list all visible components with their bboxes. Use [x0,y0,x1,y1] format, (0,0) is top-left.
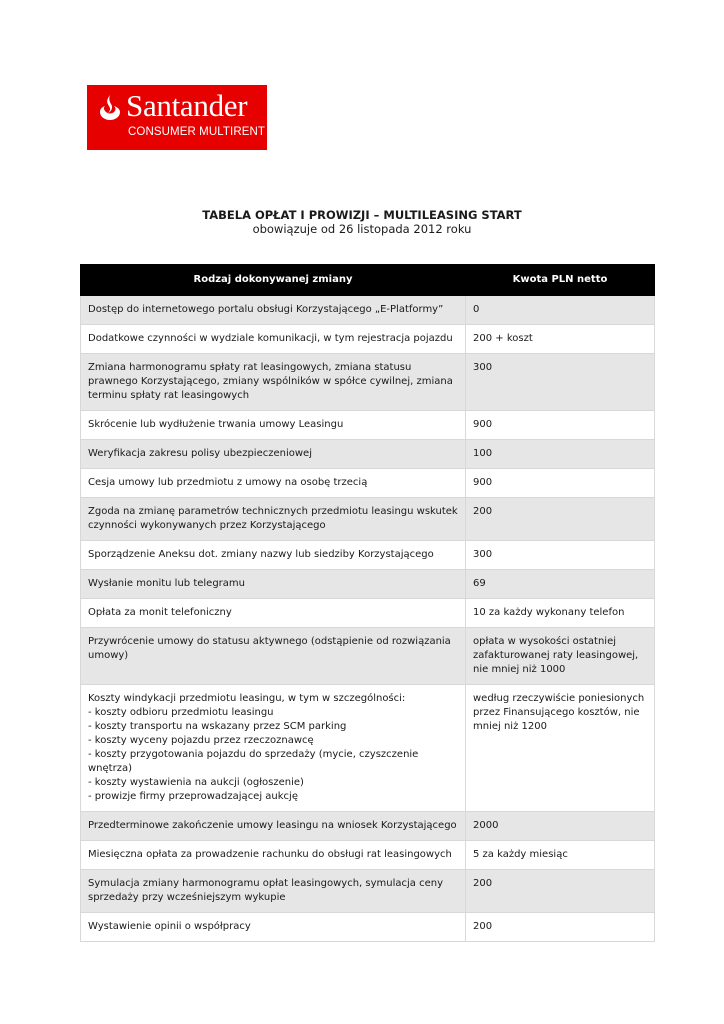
cell-amount: 300 [466,541,655,570]
table-row [81,628,655,685]
cell-amount: 200 [466,913,655,942]
column-header-amount: Kwota PLN netto [466,265,655,296]
cell-amount: 2000 [466,812,655,841]
cell-amount: według rzeczywiście poniesionych przez Finansującego kosztów, nie mniej niż 1200 [466,685,655,812]
table-row [81,498,655,541]
cell-amount: 0 [466,296,655,325]
table-row [81,296,655,325]
cell-amount: 200 [466,498,655,541]
cell-change: Koszty windykacji przedmiotu leasingu, w tym w szczególności: - koszty odbioru przedmiotu leasingu - koszty transportu na wskazany przez SCM parking - koszty wyceny pojazdu przez rzeczoznawcę - koszty przygotowania pojazdu do sprzedaży (mycie, czyszczenie wnętrza) - koszty wystawienia na aukcji (ogłoszenie) - prowizje firmy przeprowadzającej aukcję [81,685,466,812]
santander-logo [87,85,267,150]
document-title: TABELA OPŁAT I PROWIZJI – MULTILEASING START [202,208,522,222]
cell-amount: 200 + koszt [466,325,655,354]
table-row [81,469,655,498]
cell-change: Przedterminowe zakończenie umowy leasingu na wniosek Korzystającego [81,812,466,841]
cell-amount: 900 [466,411,655,440]
cell-change: Wysłanie monitu lub telegramu [81,570,466,599]
table-row [81,841,655,870]
cell-amount: 200 [466,870,655,913]
table-row [81,411,655,440]
fees-table [80,264,655,942]
cell-amount: 5 za każdy miesiąc [466,841,655,870]
table-row [81,812,655,841]
cell-amount: 69 [466,570,655,599]
cell-change: Zgoda na zmianę parametrów technicznych przedmiotu leasingu wskutek czynności wykonywanych przez Korzystającego [81,498,466,541]
cell-change: Opłata za monit telefoniczny [81,599,466,628]
cell-change: Dostęp do internetowego portalu obsługi Korzystającego „E-Platformy” [81,296,466,325]
cell-change: Skrócenie lub wydłużenie trwania umowy Leasingu [81,411,466,440]
cell-amount: 100 [466,440,655,469]
cell-amount: 900 [466,469,655,498]
table-row [81,870,655,913]
logo-wordmark: Santander [126,88,248,123]
table-row [81,570,655,599]
cell-change: Sporządzenie Aneksu dot. zmiany nazwy lub siedziby Korzystającego [81,541,466,570]
cell-change: Wystawienie opinii o współpracy [81,913,466,942]
cell-change: Symulacja zmiany harmonogramu opłat leasingowych, symulacja ceny sprzedaży przy wcześniejszym wykupie [81,870,466,913]
cell-amount: opłata w wysokości ostatniej zafakturowanej raty leasingowej, nie mniej niż 1000 [466,628,655,685]
table-row [81,440,655,469]
cell-change: Przywrócenie umowy do statusu aktywnego (odstąpienie od rozwiązania umowy) [81,628,466,685]
table-header-row [81,265,655,296]
table-row [81,599,655,628]
document-subtitle: obowiązuje od 26 listopada 2012 roku [252,222,472,236]
table-row [81,913,655,942]
table-row [81,685,655,812]
cell-change: Dodatkowe czynności w wydziale komunikacji, w tym rejestracja pojazdu [81,325,466,354]
cell-change: Zmiana harmonogramu spłaty rat leasingowych, zmiana statusu prawnego Korzystającego, zmiany wspólników w spółce cywilnej, zmiana terminu spłaty rat leasingowych [81,354,466,411]
cell-change: Cesja umowy lub przedmiotu z umowy na osobę trzecią [81,469,466,498]
cell-change: Miesięczna opłata za prowadzenie rachunku do obsługi rat leasingowych [81,841,466,870]
table-row [81,354,655,411]
logo-subtitle: CONSUMER MULTIRENT [128,126,266,138]
cell-amount: 300 [466,354,655,411]
cell-change: Weryfikacja zakresu polisy ubezpieczeniowej [81,440,466,469]
table-row [81,325,655,354]
column-header-change: Rodzaj dokonywanej zmiany [81,265,466,296]
flame-icon [98,94,122,122]
cell-amount: 10 za każdy wykonany telefon [466,599,655,628]
table-row [81,541,655,570]
